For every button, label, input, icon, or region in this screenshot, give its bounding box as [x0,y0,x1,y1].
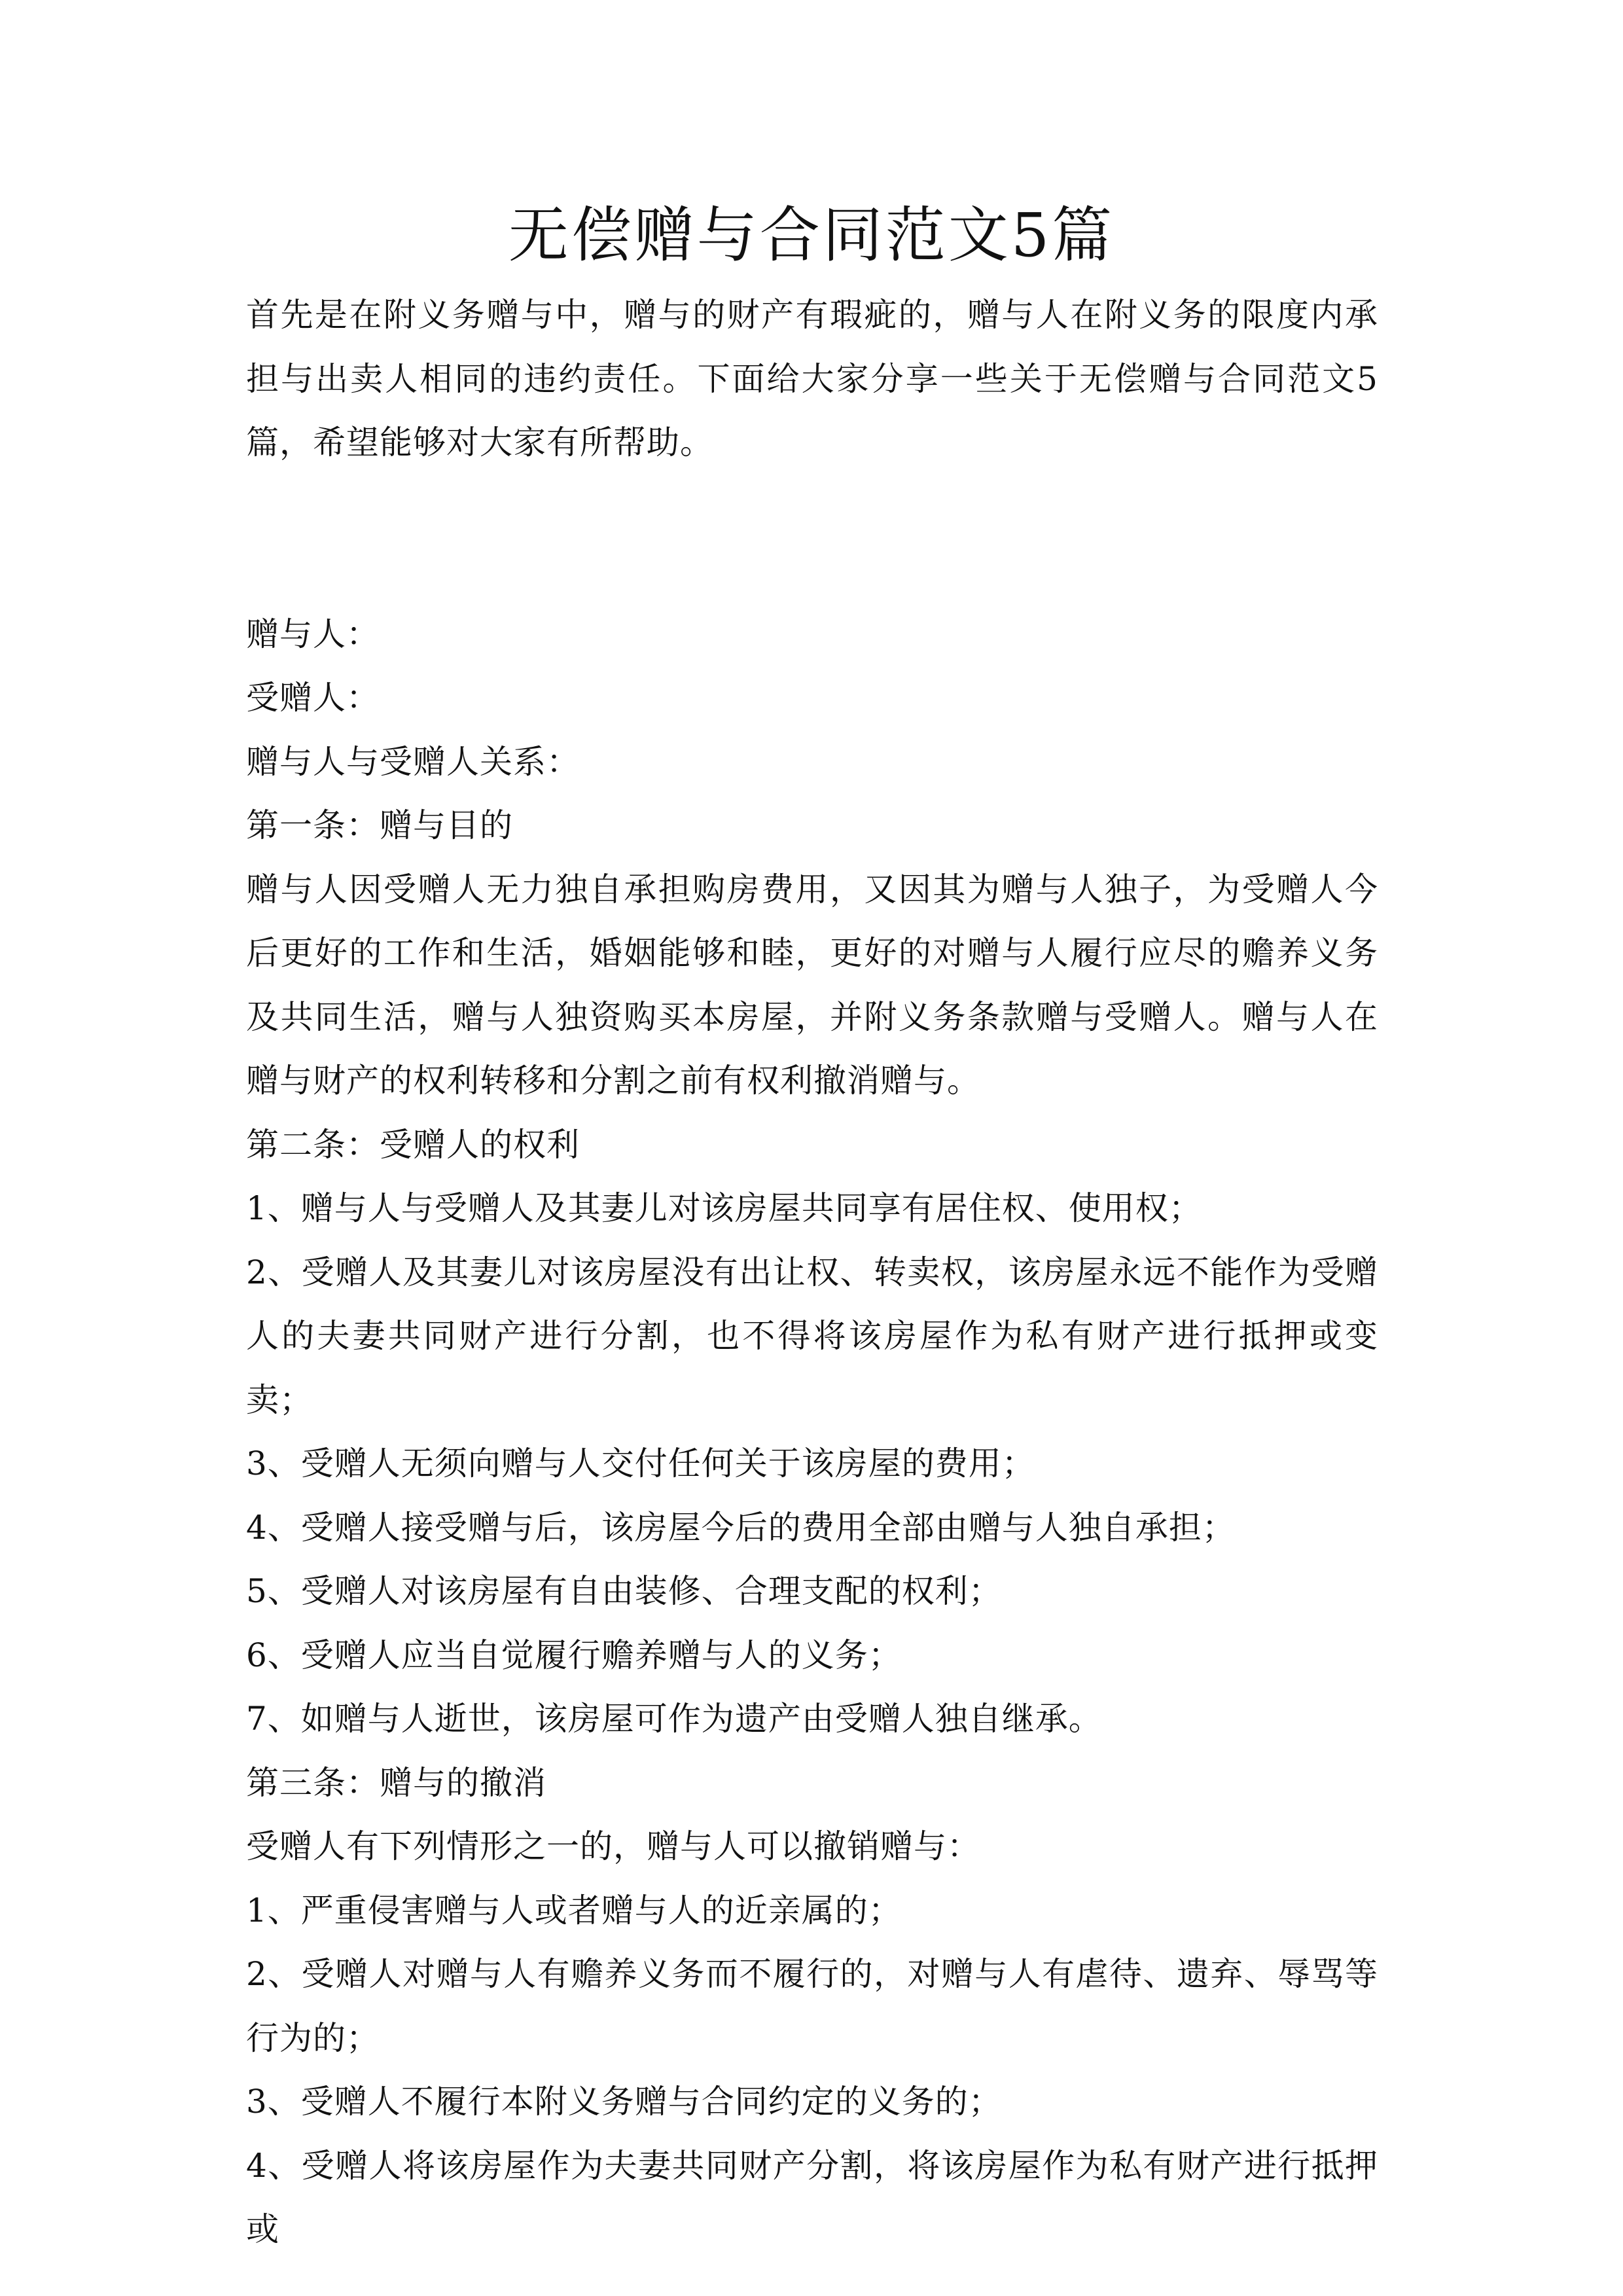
document-body [246,283,1378,2262]
blank-line [246,475,1378,539]
blank-line [246,539,1378,603]
recipient-label: 受赠人： [246,679,380,717]
list-item: 1、赠与人与受赠人及其妻儿对该房屋共同享有居住权、使用权； [246,1189,1202,1227]
list-item: 6、受赠人应当自觉履行赡养赠与人的义务； [246,1636,902,1674]
list-item: 5、受赠人对该房屋有自由装修、合理支配的权利； [246,1572,1002,1610]
article-heading: 第一条：赠与目的 [246,806,513,844]
body-paragraph: 受赠人有下列情形之一的，赠与人可以撤销赠与： [246,1827,980,1865]
list-item: 2、受赠人及其妻儿对该房屋没有出让权、转卖权，该房屋永远不能作为受赠人的夫妻共同财产进行分割，也不得将该房屋作为私有财产进行抵押或变卖； [246,1253,1378,1419]
body-paragraph: 赠与人因受赠人无力独自承担购房费用，又因其为赠与人独子，为受赠人今后更好的工作和生活，婚姻能够和睦，更好的对赠与人履行应尽的赡养义务及共同生活，赠与人独资购买本房屋，并附义务条款赠与受赠人。赠与人在赠与财产的权利转移和分割之前有权利撤消赠与。 [246,870,1378,1100]
list-item: 3、受赠人无须向赠与人交付任何关于该房屋的费用； [246,1444,1035,1482]
intro-paragraph: 首先是在附义务赠与中，赠与的财产有瑕疵的，赠与人在附义务的限度内承担与出卖人相同的违约责任。下面给大家分享一些关于无偿赠与合同范文5篇，希望能够对大家有所帮助。 [246,296,1378,461]
donor-label: 赠与人： [246,615,380,653]
list-item: 2、受赠人对赠与人有赡养义务而不履行的，对赠与人有虐待、遗弃、辱骂等行为的； [246,1955,1378,2057]
list-item: 3、受赠人不履行本附义务赠与合同约定的义务的； [246,2083,1002,2121]
list-item: 4、受赠人接受赠与后，该房屋今后的费用全部由赠与人独自承担； [246,1508,1236,1547]
document-title: 无偿赠与合同范文5篇 [508,200,1115,270]
list-item: 4、受赠人将该房屋作为夫妻共同财产分割，将该房屋作为私有财产进行抵押或 [246,2146,1378,2248]
article-heading: 第三条：赠与的撤消 [246,1763,546,1802]
list-item: 7、如赠与人逝世，该房屋可作为遗产由受赠人独自继承。 [246,1700,1102,1738]
article-heading: 第二条：受赠人的权利 [246,1125,580,1164]
list-item: 1、严重侵害赠与人或者赠与人的近亲属的； [246,1891,902,1929]
relationship-label: 赠与人与受赠人关系： [246,742,580,781]
